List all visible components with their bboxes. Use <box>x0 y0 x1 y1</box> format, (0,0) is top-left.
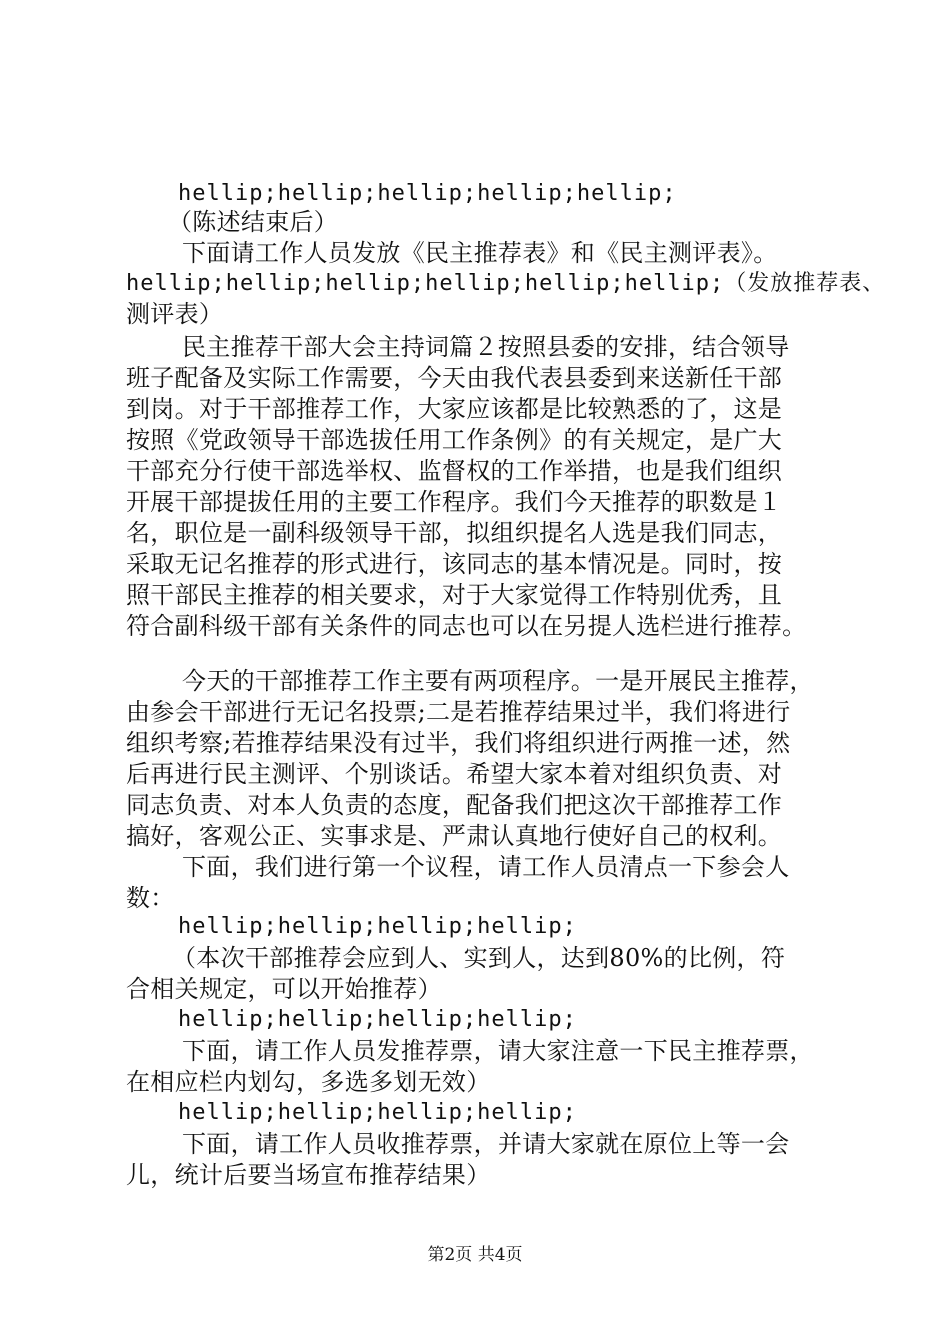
text-line: 民主推荐干部大会主持词篇２按照县委的安排，结合领导 <box>182 333 790 361</box>
text-line: 下面，请工作人员发推荐票，请大家注意一下民主推荐票， <box>182 1037 814 1065</box>
text-line: 组织考察;若推荐结果没有过半，我们将组织进行两推一述，然 <box>126 729 791 757</box>
text-line: 符合副科级干部有关条件的同志也可以在另提人选栏进行推荐。 <box>126 612 807 640</box>
text-line: 合相关规定，可以开始推荐） <box>126 975 442 1003</box>
text-line: 班子配备及实际工作需要，今天由我代表县委到来送新任干部 <box>126 364 783 392</box>
text-line: （陈述结束后） <box>168 208 339 236</box>
text-line: 开展干部提拔任用的主要工作程序。我们今天推荐的职数是１ <box>126 488 783 516</box>
text-line: 下面，我们进行第一个议程，请工作人员清点一下参会人 <box>182 853 790 881</box>
text-line: 由参会干部进行无记名投票;二是若推荐结果过半，我们将进行 <box>126 698 791 726</box>
text-line: 后再进行民主测评、个别谈话。希望大家本着对组织负责、对 <box>126 760 783 788</box>
text-line: 数： <box>126 884 175 912</box>
text-line: hellip;hellip;hellip;hellip;hellip; <box>178 181 677 206</box>
text-line: 照干部民主推荐的相关要求，对于大家觉得工作特别优秀，且 <box>126 581 783 609</box>
text-line: 下面，请工作人员收推荐票，并请大家就在原位上等一会 <box>182 1130 790 1158</box>
text-line: 今天的干部推荐工作主要有两项程序。一是开展民主推荐， <box>182 667 814 695</box>
text-line: 同志负责、对本人负责的态度，配备我们把这次干部推荐工作 <box>126 791 783 819</box>
text-line: hellip;hellip;hellip;hellip; <box>178 914 577 939</box>
text-line: 在相应栏内划勾，多选多划无效） <box>126 1068 491 1096</box>
page-number-footer: 第2页 共4页 <box>427 1245 523 1265</box>
text-line: 测评表） <box>126 300 224 328</box>
text-line: 采取无记名推荐的形式进行，该同志的基本情况是。同时，按 <box>126 550 783 578</box>
text-line: 到岗。对于干部推荐工作，大家应该都是比较熟悉的了，这是 <box>126 395 783 423</box>
text-line: （本次干部推荐会应到人、实到人，达到80%的比例，符 <box>172 944 786 972</box>
text-line: 按照《党政领导干部选拔任用工作条例》的有关规定，是广大 <box>126 426 783 454</box>
text-line: 名，职位是一副科级领导干部，拟组织提名人选是我们同志， <box>126 519 783 547</box>
text-line: 下面请工作人员发放《民主推荐表》和《民主测评表》。 <box>182 239 778 267</box>
text-line: 干部充分行使干部选举权、监督权的工作举措，也是我们组织 <box>126 457 783 485</box>
text-line: 儿，统计后要当场宣布推荐结果） <box>126 1161 491 1189</box>
text-line: hellip;hellip;hellip;hellip; <box>178 1100 577 1125</box>
text-line: hellip;hellip;hellip;hellip; <box>178 1007 577 1032</box>
text-line: hellip;hellip;hellip;hellip;hellip;hellip;（发放推荐表、 <box>126 271 886 296</box>
text-line: 搞好，客观公正、实事求是、严肃认真地行使好自己的权利。 <box>126 822 783 850</box>
